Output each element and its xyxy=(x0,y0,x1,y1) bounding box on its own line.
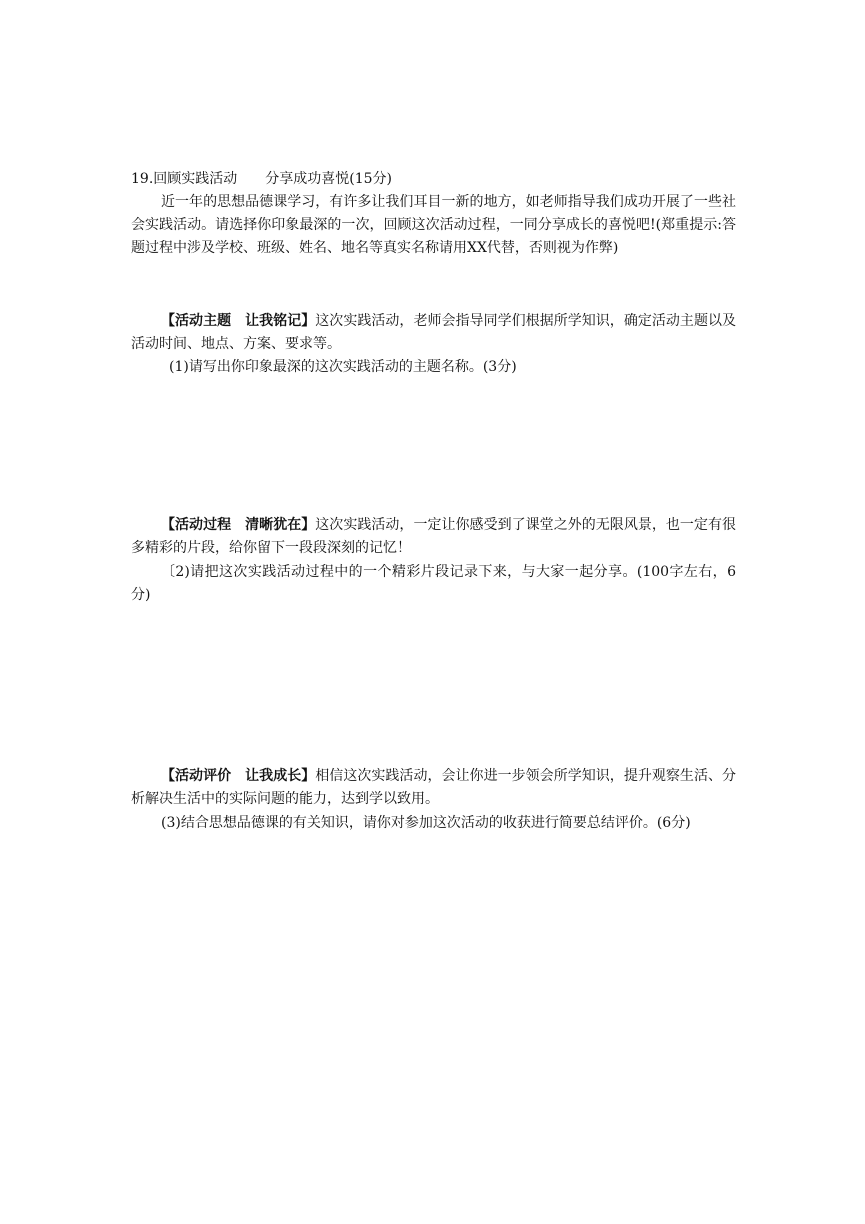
section3-title: 【活动评价 让我成长】 xyxy=(161,768,316,784)
section1-prompt: (1)请写出你印象最深的这次实践活动的主题名称。(3分) xyxy=(169,359,517,375)
section2-title: 【活动过程 清晰犹在】 xyxy=(161,517,316,533)
section1-text: 这次实践活动，老师会指导同学们根据所学知识，确定活动主题以及活动时间、地点、方案、要求等。 xyxy=(131,313,737,352)
section2-prompt: 〔2)请把这次实践活动过程中的一个精彩片段记录下来，与大家一起分享。(100字左右，6分) xyxy=(131,564,736,603)
section1-paragraph xyxy=(131,310,736,356)
section3-text: 相信这次实践活动，会让你进一步领会所学知识，提升观察生活、分析解决生活中的实际问题的能力，达到学以致用。 xyxy=(131,768,737,807)
section3-paragraph xyxy=(131,765,736,811)
section2-paragraph xyxy=(131,514,736,560)
section2-text: 这次实践活动，一定让你感受到了课堂之外的无限风景，也一定有很多精彩的片段，给你留下一段段深刻的记忆！ xyxy=(131,517,737,556)
question-title: 19.回顾实践活动 分享成功喜悦(15分) xyxy=(131,171,393,187)
question-intro: 近一年的思想品德课学习，有许多让我们耳目一新的地方，如老师指导我们成功开展了一些社会实践活动。请选择你印象最深的一次，回顾这次活动过程，一同分享成长的喜悦吧!(郑重提示:答题过程中涉及学校、班级、姓名、地名等真实名称请用XX代替，否则视为作弊) xyxy=(131,194,736,256)
section3-prompt: (3)结合思想品德课的有关知识，请你对参加这次活动的收获进行简要总结评价。(6分) xyxy=(161,815,691,831)
section1-title: 【活动主题 让我铭记】 xyxy=(161,313,316,329)
